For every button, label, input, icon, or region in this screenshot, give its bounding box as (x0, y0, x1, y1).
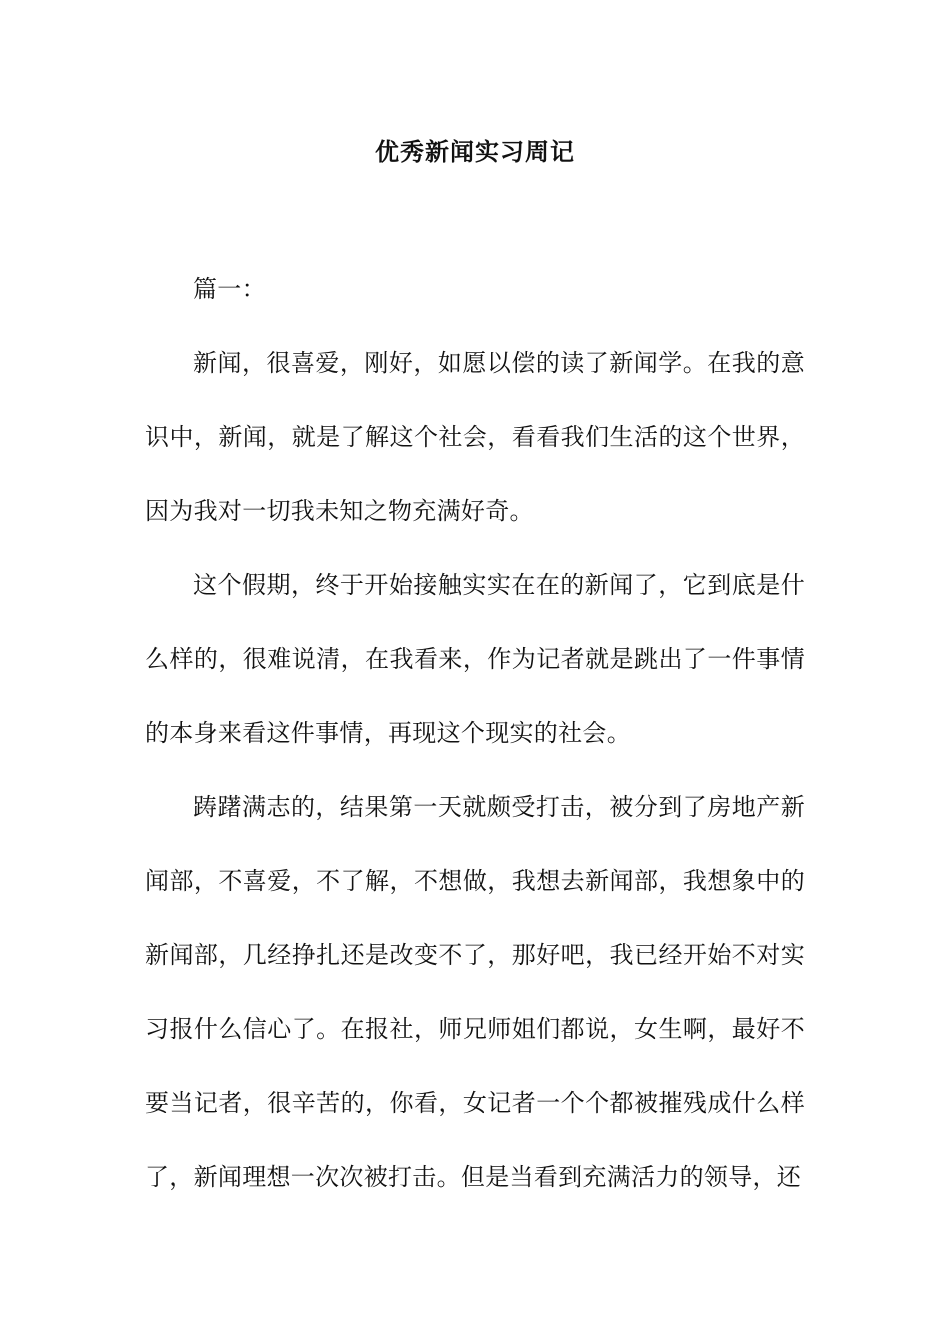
section-label: 篇一： (193, 275, 266, 303)
paragraph-3: 踌躇满志的，结果第一天就颇受打击，被分到了房地产新闻部，不喜爱，不了解，不想做，我想去新闻部，我想象中的新闻部，几经挣扎还是改变不了，那好吧，我已经开始不对实习报什么信心了。在报社，师兄师姐们都说，女生啊，最好不要当记者，很辛苦的，你看，女记者一个个都被摧残成什么样了，新闻理想一次次被打击。但是当看到充满活力的领导，还 (145, 793, 805, 1191)
paragraph-2: 这个假期，终于开始接触实实在在的新闻了，它到底是什么样的，很难说清，在我看来，作为记者就是跳出了一件事情的本身来看这件事情，再现这个现实的社会。 (145, 571, 805, 747)
paragraph-1: 新闻，很喜爱，刚好，如愿以偿的读了新闻学。在我的意识中，新闻，就是了解这个社会，看看我们生活的这个世界，因为我对一切我未知之物充满好奇。 (145, 349, 805, 525)
document-body (145, 252, 805, 1214)
document-title: 优秀新闻实习周记 (375, 137, 575, 166)
